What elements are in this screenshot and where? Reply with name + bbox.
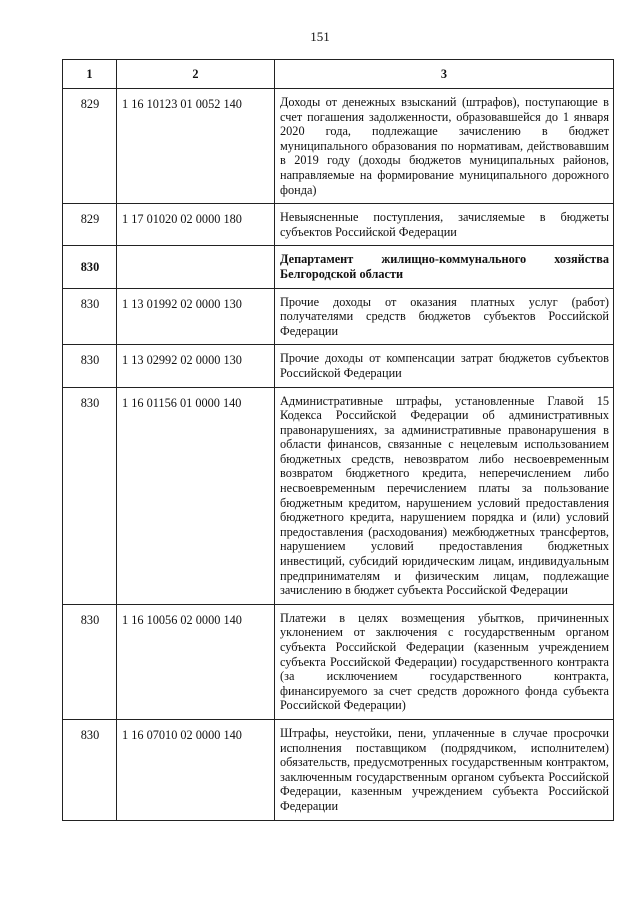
revenue-codes-table bbox=[62, 59, 614, 821]
table-row-department bbox=[63, 246, 614, 288]
table-row bbox=[63, 604, 614, 719]
revenue-description-cell: Платежи в целях возмещения убытков, причиненных уклонением от заключения с государственным органом субъекта Российской Федерации (казенным учреждением субъекта Российской Федерации) государственного контракта (за исключением государственного контракта, финансируемого за счет средств дорожного фонда субъекта Российской Федерации) bbox=[275, 604, 614, 719]
budget-classification-code-cell: 1 16 07010 02 0000 140 bbox=[117, 719, 275, 820]
revenue-description-cell: Прочие доходы от компенсации затрат бюджетов субъектов Российской Федерации bbox=[275, 345, 614, 387]
admin-code-cell: 830 bbox=[63, 604, 117, 719]
header-col-2: 2 bbox=[117, 60, 275, 89]
admin-code-cell: 830 bbox=[63, 719, 117, 820]
page-number: 151 bbox=[310, 29, 330, 44]
header-col-3: 3 bbox=[275, 60, 614, 89]
budget-classification-code-cell: 1 13 02992 02 0000 130 bbox=[117, 345, 275, 387]
table-row bbox=[63, 89, 614, 204]
header-col-1: 1 bbox=[63, 60, 117, 89]
admin-code-cell: 829 bbox=[63, 204, 117, 246]
revenue-description-cell: Прочие доходы от оказания платных услуг (работ) получателями средств бюджетов субъектов Российской Федерации bbox=[275, 288, 614, 345]
budget-classification-code-cell: 1 16 10123 01 0052 140 bbox=[117, 89, 275, 204]
table-row bbox=[63, 288, 614, 345]
admin-code-cell: 830 bbox=[63, 246, 117, 288]
revenue-description-cell: Доходы от денежных взысканий (штрафов), поступающие в счет погашения задолженности, образовавшейся до 1 января 2020 года, подлежащие зачислению в бюджет муниципального образования по нормативам, действовавшим в 2019 году (доходы бюджетов муниципальных районов, направляемые на формирование муниципального дорожного фонда) bbox=[275, 89, 614, 204]
budget-classification-code-cell: 1 16 10056 02 0000 140 bbox=[117, 604, 275, 719]
table-row bbox=[63, 719, 614, 820]
table-row bbox=[63, 345, 614, 387]
table-row bbox=[63, 204, 614, 246]
admin-code-cell: 830 bbox=[63, 288, 117, 345]
admin-code-cell: 829 bbox=[63, 89, 117, 204]
revenue-description-cell: Невыясненные поступления, зачисляемые в бюджеты субъектов Российской Федерации bbox=[275, 204, 614, 246]
admin-code-cell: 830 bbox=[63, 387, 117, 604]
budget-classification-code-cell: 1 13 01992 02 0000 130 bbox=[117, 288, 275, 345]
table-row bbox=[63, 387, 614, 604]
revenue-description-cell: Штрафы, неустойки, пени, уплаченные в случае просрочки исполнения поставщиком (подрядчиком, исполнителем) обязательств, предусмотренных государственным контрактом, заключенным государственным органом субъекта Российской Федерации, казенным учреждением субъекта Российской Федерации bbox=[275, 719, 614, 820]
budget-classification-code-cell: 1 17 01020 02 0000 180 bbox=[117, 204, 275, 246]
revenue-description-cell: Административные штрафы, установленные Главой 15 Кодекса Российской Федерации об административных правонарушениях, за административные правонарушения в области финансов, связанные с нецелевым использованием бюджетных средств, невозвратом либо несвоевременным возвратом бюджетного кредита, неперечислением либо несвоевременным перечислением платы за пользование бюджетным кредитом, нарушением условий предоставления бюджетного кредита, нарушением порядка и (или) условий предоставления (расходования) межбюджетных трансфертов, нарушением условий предоставления бюджетных инвестиций, субсидий юридическим лицам, индивидуальным предпринимателям и физическим лицам, подлежащие зачислению в бюджет субъекта Российской Федерации bbox=[275, 387, 614, 604]
budget-classification-code-cell bbox=[117, 246, 275, 288]
department-name-cell: Департамент жилищно-коммунального хозяйства Белгородской области bbox=[275, 246, 614, 288]
table-header-row bbox=[63, 60, 614, 89]
budget-classification-code-cell: 1 16 01156 01 0000 140 bbox=[117, 387, 275, 604]
admin-code-cell: 830 bbox=[63, 345, 117, 387]
